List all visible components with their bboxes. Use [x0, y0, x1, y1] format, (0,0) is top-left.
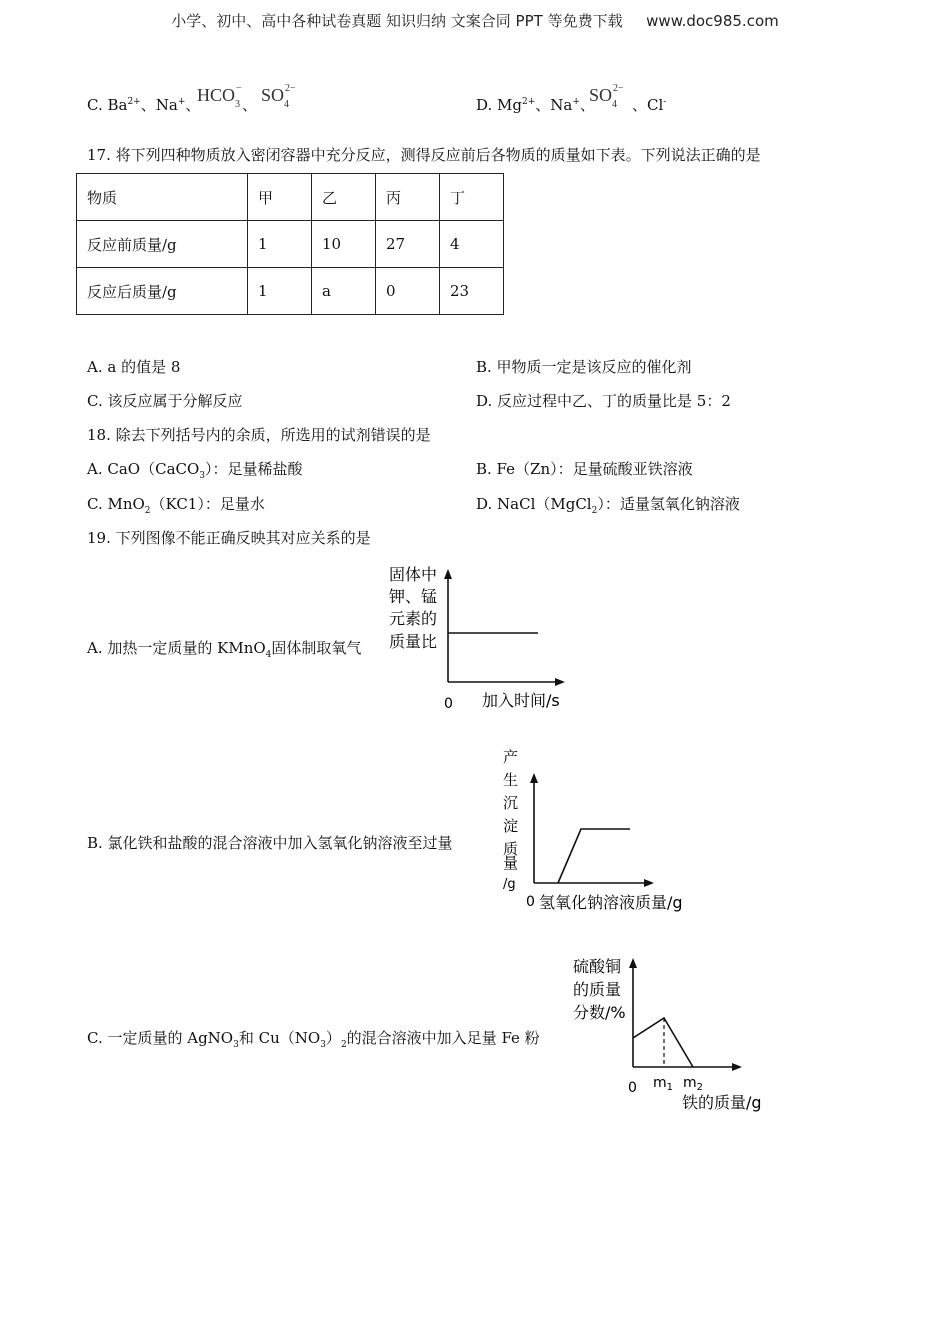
q16-d-ion-so4: SO 2− 4 [589, 83, 624, 110]
graph-c-ylabel-line: 分数/% [573, 1003, 626, 1022]
graph-c-x-arrow [732, 1063, 742, 1071]
table-cell: 乙 [312, 174, 376, 221]
table-row [77, 174, 504, 221]
graph-b-y-arrow [530, 773, 538, 783]
table-cell: 4 [440, 221, 504, 268]
graph-b-ylabel-line: 产 [503, 748, 519, 766]
q19-option-c: C. 一定质量的 AgNO$_3$和 $Cu(NO_3)_2$的混合溶液中加入足量 Fe 粉 [87, 1029, 540, 1050]
graph-b-ylabel-line: 质 [503, 840, 519, 858]
header-text: 小学、初中、高中各种试卷真题 知识归纳 文案合同 PPT 等免费下载 [171, 12, 623, 30]
q16-c-sep: 、 [242, 96, 258, 114]
q18-stem: 18. 除去下列括号内的余质，所选用的试剂错误的是 [87, 426, 431, 444]
graph-c-ylabel-line: 的质量 [573, 980, 622, 999]
q16-c-ion-so4: SO 2− 4 [261, 83, 296, 110]
graph-c-line [633, 1018, 693, 1067]
graph-a-ylabel-line: 钾、锰 [389, 587, 438, 606]
graph-a-origin: 0 [444, 696, 453, 712]
q17-table [76, 173, 504, 315]
graph-b-line [558, 829, 630, 883]
q17-option-d: D. 反应过程中乙、丁的质量比是 5：2 [476, 392, 731, 410]
graph-b-ylabel-line: 沉 [503, 794, 519, 812]
header-site: www.doc985.com [646, 12, 779, 30]
q17-option-c: C. 该反应属于分解反应 [87, 392, 243, 410]
table-cell: 甲 [248, 174, 312, 221]
table-cell: 27 [376, 221, 440, 268]
graph-b [495, 740, 710, 920]
table-cell: 1 [248, 221, 312, 268]
table-cell: 丙 [376, 174, 440, 221]
graph-b-origin: 0 [526, 894, 535, 910]
graph-c-m2: $m_2$ [683, 1075, 704, 1093]
graph-c-origin: 0 [628, 1080, 637, 1096]
q17-option-a: A. a 的值是 8 [87, 358, 181, 376]
graph-a-x-arrow [555, 678, 565, 686]
table-cell: 0 [376, 268, 440, 315]
graph-b-ylabel-line: 淀 [503, 817, 519, 835]
graph-c-y-arrow [629, 958, 637, 968]
q17-stem: 17. 将下列四种物质放入密闭容器中充分反应，测得反应前后各物质的质量如下表。下列说法正确的是 [87, 146, 761, 164]
table-cell: 反应后质量/g [77, 268, 248, 315]
q16-d-tail: 、Cl- [632, 96, 667, 114]
q18-option-a: A. CaO（CaCO$_3$）：足量稀盐酸 [87, 460, 303, 481]
table-row [77, 268, 504, 315]
table-cell: 10 [312, 221, 376, 268]
graph-b-ylabel-line: /g [503, 877, 516, 892]
q19-option-b: B. 氯化铁和盐酸的混合溶液中加入氢氧化钠溶液至过量 [87, 834, 453, 852]
graph-a-xlabel: 加入时间/s [482, 691, 560, 710]
q18-option-c: C. MnO$_2$（KC1）：足量水 [87, 495, 265, 516]
q18-option-b: B. Fe（Zn）：足量硫酸亚铁溶液 [476, 460, 693, 478]
graph-b-x-arrow [644, 879, 654, 887]
graph-b-ylabel-line: 量 [503, 854, 519, 872]
table-cell: 23 [440, 268, 504, 315]
table-cell: 反应前质量/g [77, 221, 248, 268]
q17-option-b: B. 甲物质一定是该反应的催化剂 [476, 358, 692, 376]
graph-c [565, 950, 780, 1120]
graph-a [380, 560, 590, 720]
q16-c-ion-hco3: HCO − 3 [197, 83, 242, 110]
page-header [0, 10, 950, 31]
q18-option-d: D. NaCl（MgCl$_2$）：适量氢氧化钠溶液 [476, 495, 740, 516]
graph-b-xlabel: 氢氧化钠溶液质量/g [539, 893, 683, 912]
q19-stem: 19. 下列图像不能正确反映其对应关系的是 [87, 529, 371, 547]
table-row [77, 221, 504, 268]
q19-option-a: A. 加热一定质量的 KMnO$_4$固体制取氧气 [87, 639, 362, 660]
graph-b-ylabel-line: 生 [503, 771, 519, 789]
graph-a-ylabel-line: 固体中 [389, 565, 438, 584]
table-cell: 丁 [440, 174, 504, 221]
graph-a-ylabel-line: 元素的 [389, 609, 438, 628]
table-cell: 物质 [77, 174, 248, 221]
table-cell: a [312, 268, 376, 315]
q16-option-d: D. $Mg^{2+}$、Na+、 [476, 96, 595, 114]
graph-c-xlabel: 铁的质量/g [682, 1093, 762, 1112]
table-cell: 1 [248, 268, 312, 315]
graph-a-ylabel-line: 质量比 [389, 632, 438, 651]
graph-a-y-arrow [444, 569, 452, 579]
graph-c-ylabel-line: 硫酸铜 [573, 957, 622, 976]
graph-c-m1: $m_1$ [653, 1075, 674, 1093]
q16-option-c: C. $Ba^{2+}$、Na+、 [87, 96, 201, 114]
